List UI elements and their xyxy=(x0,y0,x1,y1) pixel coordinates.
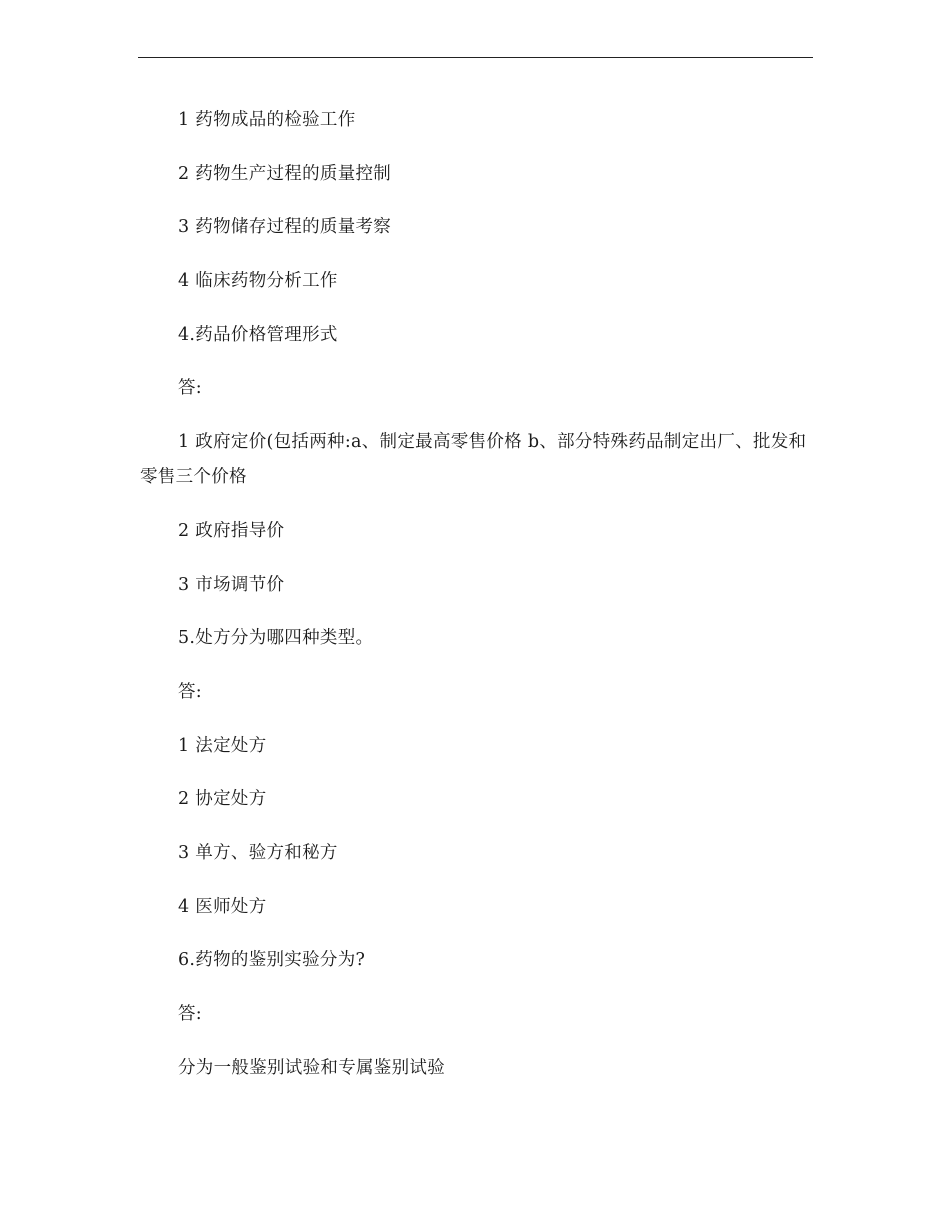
list-item: 2 政府指导价 xyxy=(178,520,285,541)
answer-label: 答: xyxy=(178,681,202,702)
list-item: 4 医师处方 xyxy=(178,896,267,917)
list-item: 1 法定处方 xyxy=(178,735,267,756)
answer-text: 分为一般鉴别试验和专属鉴别试验 xyxy=(178,1057,445,1078)
list-item: 3 市场调节价 xyxy=(178,574,285,595)
list-item: 4 临床药物分析工作 xyxy=(178,271,338,292)
question-heading: 6.药物的鉴别实验分为? xyxy=(178,950,366,971)
document-body xyxy=(140,103,810,1104)
header-rule xyxy=(138,57,813,58)
answer-label: 答: xyxy=(178,1004,202,1024)
list-item: 2 协定处方 xyxy=(178,789,267,810)
list-item: 3 单方、验方和秘方 xyxy=(178,842,338,863)
list-item: 1 药物成品的检验工作 xyxy=(178,110,356,130)
list-item: 3 药物储存过程的质量考察 xyxy=(178,217,392,238)
list-item: 1 政府定价(包括两种:a、制定最高零售价格 b、部分特殊药品制定出厂、批发和零售三个价格 xyxy=(140,432,807,488)
question-heading: 5.处方分为哪四种类型。 xyxy=(178,628,374,649)
answer-label: 答: xyxy=(178,378,202,399)
question-heading: 4.药品价格管理形式 xyxy=(178,324,338,345)
list-item: 2 药物生产过程的质量控制 xyxy=(178,163,392,184)
